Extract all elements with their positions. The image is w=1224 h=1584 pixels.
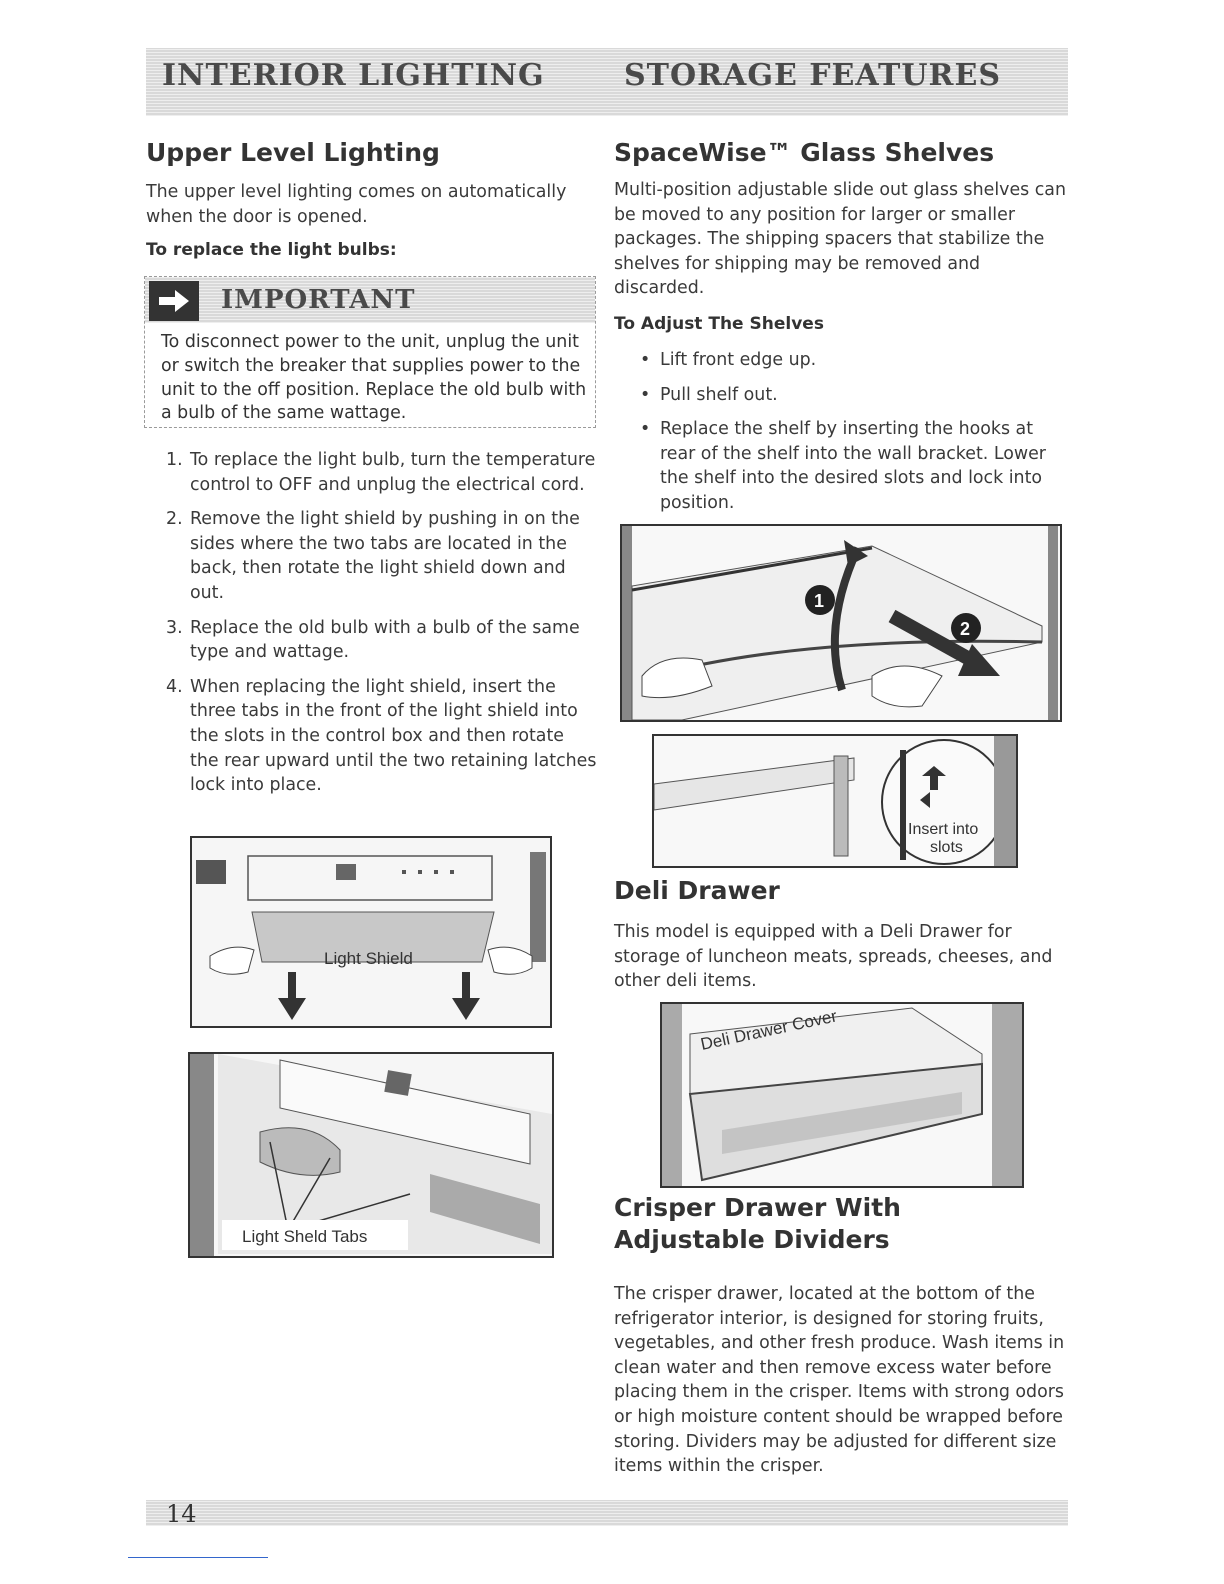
step-number: 3. (166, 617, 183, 638)
bullet-item: • Pull shelf out. (640, 384, 778, 405)
deli-drawer-cover-label: Deli Drawer Cover (698, 1006, 839, 1054)
step-item (166, 675, 598, 798)
step-text: When replacing the light shield, insert the three tabs in the front of the light shield into the slots in the control box and then rotate the rear upward until the two retaining latches lock into place. (190, 676, 597, 796)
bullet-text: Replace the shelf by inserting the hooks at rear of the shelf into the wall bracket. Lower the shelf into the desired slots and lock into position. (660, 419, 1046, 513)
step-number: 4. (166, 676, 183, 697)
step-item (166, 616, 598, 665)
page-number: 14 (166, 1500, 197, 1528)
crisper-heading (614, 1192, 901, 1256)
banner-title-storage-features: STORAGE FEATURES (624, 58, 1002, 93)
deli-drawer-illustration (660, 1002, 1024, 1188)
insert-into-label: Insert into (908, 821, 979, 838)
step-number: 1. (166, 450, 183, 470)
light-shield-label: Light Shield (324, 949, 413, 968)
replace-steps-list (166, 448, 598, 808)
light-shield-tabs-illustration (188, 1052, 554, 1258)
shelf-removal-illustration (620, 524, 1062, 722)
bullet-text: Lift front edge up. (660, 350, 817, 370)
step-text: Replace the old bulb with a bulb of the same type and wattage. (190, 617, 580, 663)
replace-bulbs-subhead: To replace the light bulbs: (146, 240, 397, 260)
step-text: Remove the light shield by pushing in on the sides where the two tabs are located in the back, then rotate the light shield down and out. (190, 509, 580, 603)
bullet-text: Pull shelf out. (660, 384, 778, 405)
bullet-item: • Replace the shelf by inserting the hooks at rear of the shelf into the wall bracket. Lower the shelf into the desired slots and lock into position. (640, 419, 1046, 513)
insert-slots-illustration (652, 734, 1018, 868)
step-number: 2. (166, 509, 183, 530)
section-banner (146, 48, 1068, 116)
banner-title-interior-lighting: INTERIOR LIGHTING (162, 58, 545, 93)
adjust-shelves-subhead: To Adjust The Shelves (614, 314, 824, 334)
glass-shelves-intro: Multi-position adjustable slide out glass shelves can be moved to any position for larger or smaller packages. The shipping spacers that stabilize the shelves for shipping may be removed and discarded. (614, 180, 1066, 299)
crisper-heading-line2: Adjustable Dividers (614, 1225, 890, 1254)
step-item (166, 507, 598, 605)
important-label: IMPORTANT (221, 285, 416, 315)
light-shield-illustration (190, 836, 552, 1028)
callout-two-label: 2 (960, 619, 971, 639)
footer-bar (146, 1500, 1068, 1526)
light-shield-tabs-label: Light Sheld Tabs (242, 1227, 368, 1246)
deli-drawer-text: This model is equipped with a Deli Drawer for storage of luncheon meats, spreads, cheeses, and other deli items. (614, 922, 1053, 992)
callout-one-label: 1 (814, 591, 825, 611)
upper-lighting-heading: Upper Level Lighting (146, 138, 440, 167)
upper-lighting-intro: The upper level lighting comes on automatically when the door is opened. (146, 182, 567, 227)
adjust-shelves-list (638, 348, 1058, 526)
crisper-heading-line1: Crisper Drawer With (614, 1193, 901, 1222)
important-bar (145, 277, 595, 323)
step-text: To replace the light bulb, turn the temperature control to OFF and unplug the electrical cord. (190, 450, 596, 495)
slots-label: slots (930, 839, 963, 856)
step-item (166, 448, 598, 497)
glass-shelves-heading: SpaceWise™ Glass Shelves (614, 138, 995, 167)
arrow-right-icon (149, 281, 199, 321)
bullet-item: • Lift front edge up. (640, 350, 817, 370)
bottom-rule (128, 1557, 268, 1558)
crisper-text: The crisper drawer, located at the bottom of the refrigerator interior, is designed for storing fruits, vegetables, and other fresh produce. Wash items in clean water and then remove excess water before placing them in the crisper. Items with strong odors or high moisture content should be wrapped before storing. Dividers may be adjusted for different size items within the crisper. (614, 1284, 1065, 1477)
deli-drawer-heading: Deli Drawer (614, 876, 780, 905)
important-text: To disconnect power to the unit, unplug the unit or switch the breaker that supplies power to the unit to the off position. Replace the old bulb with a bulb of the same wattage. (161, 332, 587, 424)
important-notice (144, 276, 596, 428)
